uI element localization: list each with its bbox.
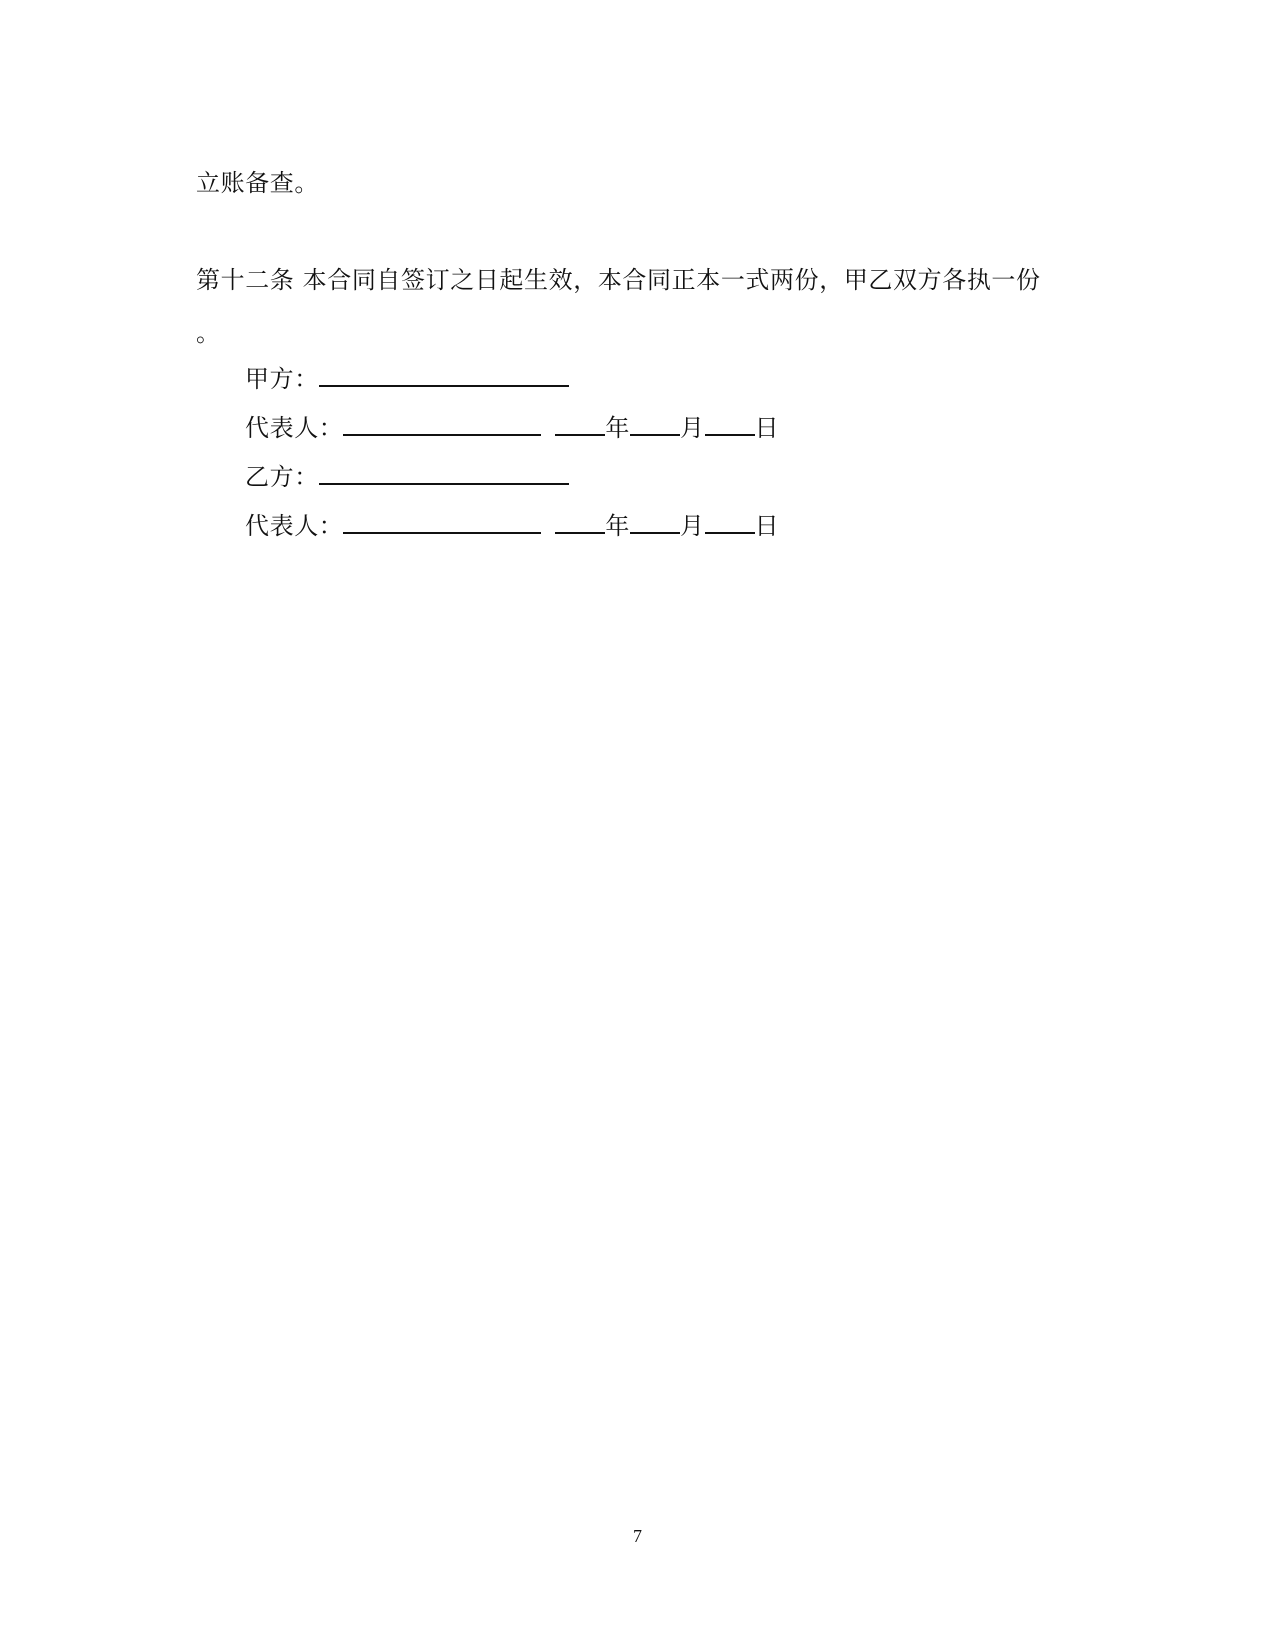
year-label: 年 (605, 512, 631, 540)
month-label: 月 (680, 414, 705, 442)
rep-a-day-blank (705, 412, 755, 436)
rep-b-year-blank (555, 510, 605, 534)
rep-a-label: 代表人： (245, 414, 344, 442)
party-b-blank (319, 461, 569, 485)
article-12-text: 第十二条 本合同自签订之日起生效，本合同正本一式两份，甲乙双方各执一份 (196, 266, 1041, 294)
party-b-signature-line (245, 461, 569, 492)
rep-b-blank (343, 510, 541, 534)
rep-b-month-blank (630, 510, 680, 534)
rep-a-month-blank (630, 412, 680, 436)
day-label: 日 (754, 414, 780, 442)
party-a-blank (319, 363, 569, 387)
month-label: 月 (680, 512, 705, 540)
page-number: 7 (633, 1526, 642, 1546)
rep-a-year-blank (555, 412, 605, 436)
rep-b-day-blank (705, 510, 755, 534)
party-a-label: 甲方： (245, 365, 319, 393)
party-a-signature-line (245, 363, 569, 394)
article-12-tail: 。 (196, 319, 221, 347)
rep-b-label: 代表人： (245, 512, 344, 540)
paragraph-text: 立账备查。 (196, 169, 319, 197)
party-b-representative-line (245, 510, 779, 541)
year-label: 年 (605, 414, 631, 442)
party-a-representative-line (245, 412, 779, 443)
rep-a-blank (343, 412, 541, 436)
day-label: 日 (754, 512, 780, 540)
party-b-label: 乙方： (245, 463, 319, 491)
